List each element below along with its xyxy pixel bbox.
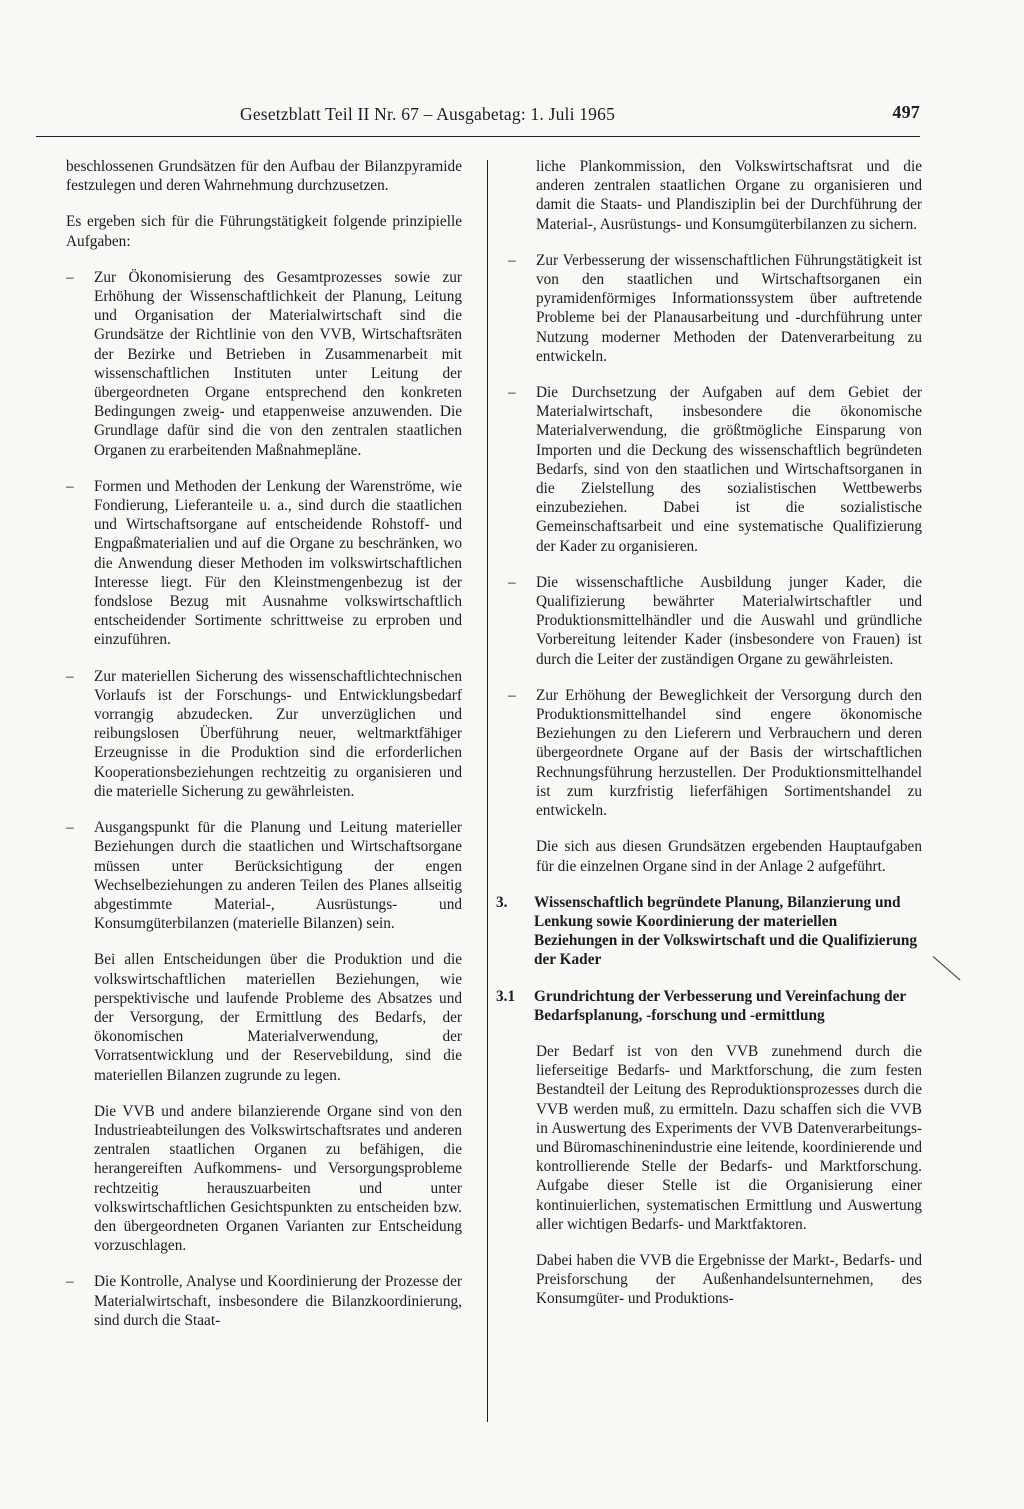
paragraph: liche Plankommission, den Volkswirtschaftsrat und die anderen zentralen staatlichen Organe zu organisieren und damit die Staats- und Plandisziplin bei der Durchführung der Material-, Ausrüstungs- und Konsumgüterbilanzen zu sichern. xyxy=(536,158,922,233)
dash-item-text: Die Durchsetzung der Aufgaben auf dem Gebiet der Materialwirtschaft, insbesondere die ökonomische Materialverwendung, die größtmögliche Einsparung von Importen und die Deckung des wissenschaftlich begründeten Bedarfs, sind von den staatlichen und Wirtschaftsorganen in die Zielstellung des sozialistischen Wettbewerbs einzubeziehen. Dabei ist die sozialistische Gemeinschaftsarbeit und eine systematische Qualifizierung der Kader zu organisieren. xyxy=(536,384,922,555)
left-column xyxy=(66,157,462,1347)
page-number: 497 xyxy=(892,102,920,122)
header-rule xyxy=(36,136,920,137)
paragraph: Die sich aus diesen Grundsätzen ergebenden Hauptaufgaben für die einzelnen Organe sind in der Anlage 2 aufgeführt. xyxy=(536,838,922,875)
gazette-title: Gesetzblatt Teil II Nr. 67 – Ausgabetag: 1. Juli 1965 xyxy=(240,104,616,124)
dash-item-text: Die Kontrolle, Analyse und Koordinierung der Prozesse der Materialwirtschaft, insbesondere die Bilanzkoordinierung, sind durch die Staat- xyxy=(94,1273,462,1329)
dash-list-item xyxy=(508,686,922,820)
paragraph: beschlossenen Grundsätzen für den Aufbau der Bilanzpyramide festzulegen und deren Wahrnehmung durchzusetzen. xyxy=(66,158,462,195)
dash-item-text: Zur materiellen Sicherung des wissenschaftlichtechnischen Vorlaufs ist der Forschungs- und Entwicklungsbedarf vorrangig abzudecken. Zur unverzüglichen und reibungslosen Überführung neuer, weltmarktfähiger Erzeugnisse in die Produktion sind die erforderlichen Kooperationsbeziehungen rechtzeitig zu organisieren und die materielle Sicherung zu gewährleisten. xyxy=(94,667,462,800)
paragraph: Der Bedarf ist von den VVB zunehmend durch die lieferseitige Bedarfs- und Marktforschung, die zum festen Bestandteil der Leitung des Reproduktionsprozesses durch die VVB werden muß, zu ermitteln. Dazu schaffen sich die VVB in Auswertung des Experiments der VVB Datenverarbeitungs- und Büromaschinenindustrie eine leitende, koordinierende und kontrollierende Stelle der Bedarfs- und Marktforschung. Aufgabe dieser Stelle ist die Organisierung einer kontinuierlichen, systematischen Ermittlung und Auswertung aller wichtigen Bedarfs- und Marktfaktoren. xyxy=(536,1042,922,1233)
dash-item-text: Ausgangspunkt für die Planung und Leitung materieller Beziehungen durch die staatlichen und Wirtschaftsorgane müssen unter Berücksichtigung der engen Wechselbeziehungen zu anderen Teilen des Planes allseitig abgestimmte Material-, Ausrüstungs- und Konsumgüterbilanzen (materielle Bilanzen) sein. xyxy=(94,819,462,933)
column-divider xyxy=(487,160,488,1422)
dash-item-text: Die wissenschaftliche Ausbildung junger Kader, die Qualifizierung bewährter Materialwirtschaftler und Produktionsmittelhändler und die Auswahl und gründliche Vorbereitung leitender Kader (insbesondere von Frauen) ist durch die Leiter der zuständigen Organe zu gewährleisten. xyxy=(536,573,922,668)
dash-item-text: Formen und Methoden der Lenkung der Warenströme, wie Fondierung, Lieferanteile u. a., sind durch die staatlichen und Wirtschaftsorgane auf entscheidende Rohstoff- und Engpaßmaterialien und auf die Organe zu beschränken, wo die Anwendung dieser Methoden im volkswirtschaftlichen Interesse liegt. Für den Kleinstmengenbezug ist der fondslose Bezug mit Ausnahme volkswirtschaftlich entscheidender Sortimente schrittweise zu erproben und einzuführen. xyxy=(94,477,462,649)
section-title: Wissenschaftlich begründete Planung, Bilanzierung und Lenkung sowie Koordinierung der materiellen Beziehungen in der Volkswirtschaft und die Qualifizierung der Kader xyxy=(534,893,918,969)
section-number: 3.1 xyxy=(496,987,516,1005)
dash-bullet: – xyxy=(508,573,516,591)
dash-bullet: – xyxy=(508,686,516,704)
dash-bullet: – xyxy=(66,477,74,495)
paragraph: Dabei haben die VVB die Ergebnisse der Markt-, Bedarfs- und Preisforschung der Außenhandelsunternehmen, des Konsumgüter- und Produktions- xyxy=(536,1251,922,1308)
paragraph: Die VVB und andere bilanzierende Organe sind von den Industrieabteilungen des Volkswirtschaftsrates und anderen zentralen staatlichen Organen zu befähigen, die herangereiften Aufkommens- und Versorgungsprobleme rechtzeitig herauszuarbeiten und unter volkswirtschaftlichen Gesichtspunkten zu entscheiden bzw. den übergeordneten Organen Varianten zur Entscheidung vorzuschlagen. xyxy=(94,1102,462,1255)
dash-list-item xyxy=(508,383,922,556)
dash-item-text: Zur Verbesserung der wissenschaftlichen Führungstätigkeit ist von den staatlichen und Wirtschaftsorganen ein pyramidenförmiges Informationssystem über auftretende Probleme bei der Planausarbeitung und -durchführung unter Nutzung moderner Methoden der Datenverarbeitung zu entwickeln. xyxy=(536,251,922,365)
dash-bullet: – xyxy=(508,384,516,402)
paragraph: Es ergeben sich für die Führungstätigkeit folgende prinzipielle Aufgaben: xyxy=(66,213,462,250)
dash-list-item xyxy=(66,667,462,801)
dash-list-item xyxy=(66,268,462,460)
page-header xyxy=(58,100,920,130)
section-title: Grundrichtung der Verbesserung und Vereinfachung der Bedarfsplanung, -forschung und -ermittlung xyxy=(534,987,906,1024)
paragraph: Bei allen Entscheidungen über die Produktion und die volkswirtschaftlichen materiellen Beziehungen, wie perspektivische und laufende Probleme des Absatzes und der Versorgung, der Ermittlung des Bedarfs, der ökonomischen Materialverwendung, der Vorratsentwicklung und der Reservebildung, sind die materiellen Bilanzen zugrunde zu legen. xyxy=(94,951,462,1084)
margin-pen-stroke xyxy=(933,956,961,980)
section-heading xyxy=(496,893,922,970)
section-heading xyxy=(496,987,922,1025)
dash-list-item xyxy=(66,477,462,650)
dash-list-item xyxy=(508,251,922,366)
dash-bullet: – xyxy=(66,268,74,286)
dash-list-item xyxy=(66,1272,462,1330)
section-number: 3. xyxy=(496,893,508,911)
dash-bullet: – xyxy=(66,1273,74,1291)
dash-bullet: – xyxy=(66,819,74,837)
dash-list-item xyxy=(508,573,922,669)
dash-item-text: Zur Ökonomisierung des Gesamtprozesses sowie zur Erhöhung der Wissenschaftlichkeit der Planung, Leitung und Organisation der Materialwirtschaft sind die Grundsätze der Richtlinie von den VVB, Wirtschaftsräten der Bezirke und Betrieben in Zusammenarbeit mit wissenschaftlichen Instituten unter Leitung der übergeordneten Organe entsprechend den konkreten Bedingungen zweig- und etappenweise anzuwenden. Die Grundlage dafür sind die von den zentralen staatlichen Organen zu erarbeitenden Maßnahmepläne. xyxy=(94,268,462,459)
dash-list-item xyxy=(66,818,462,933)
dash-bullet: – xyxy=(66,667,74,685)
dash-item-text: Zur Erhöhung der Beweglichkeit der Versorgung durch den Produktionsmittelhandel sind engere ökonomische Beziehungen zu den Lieferern und Verbrauchern und deren übergeordnete Organe auf der Basis der wirtschaftlichen Rechnungsführung herzustellen. Der Produktionsmittelhandel ist zum kurzfristig lieferfähigen Sortimentshandel zu entwickeln. xyxy=(536,686,922,820)
dash-bullet: – xyxy=(508,251,516,269)
right-column xyxy=(496,157,922,1326)
